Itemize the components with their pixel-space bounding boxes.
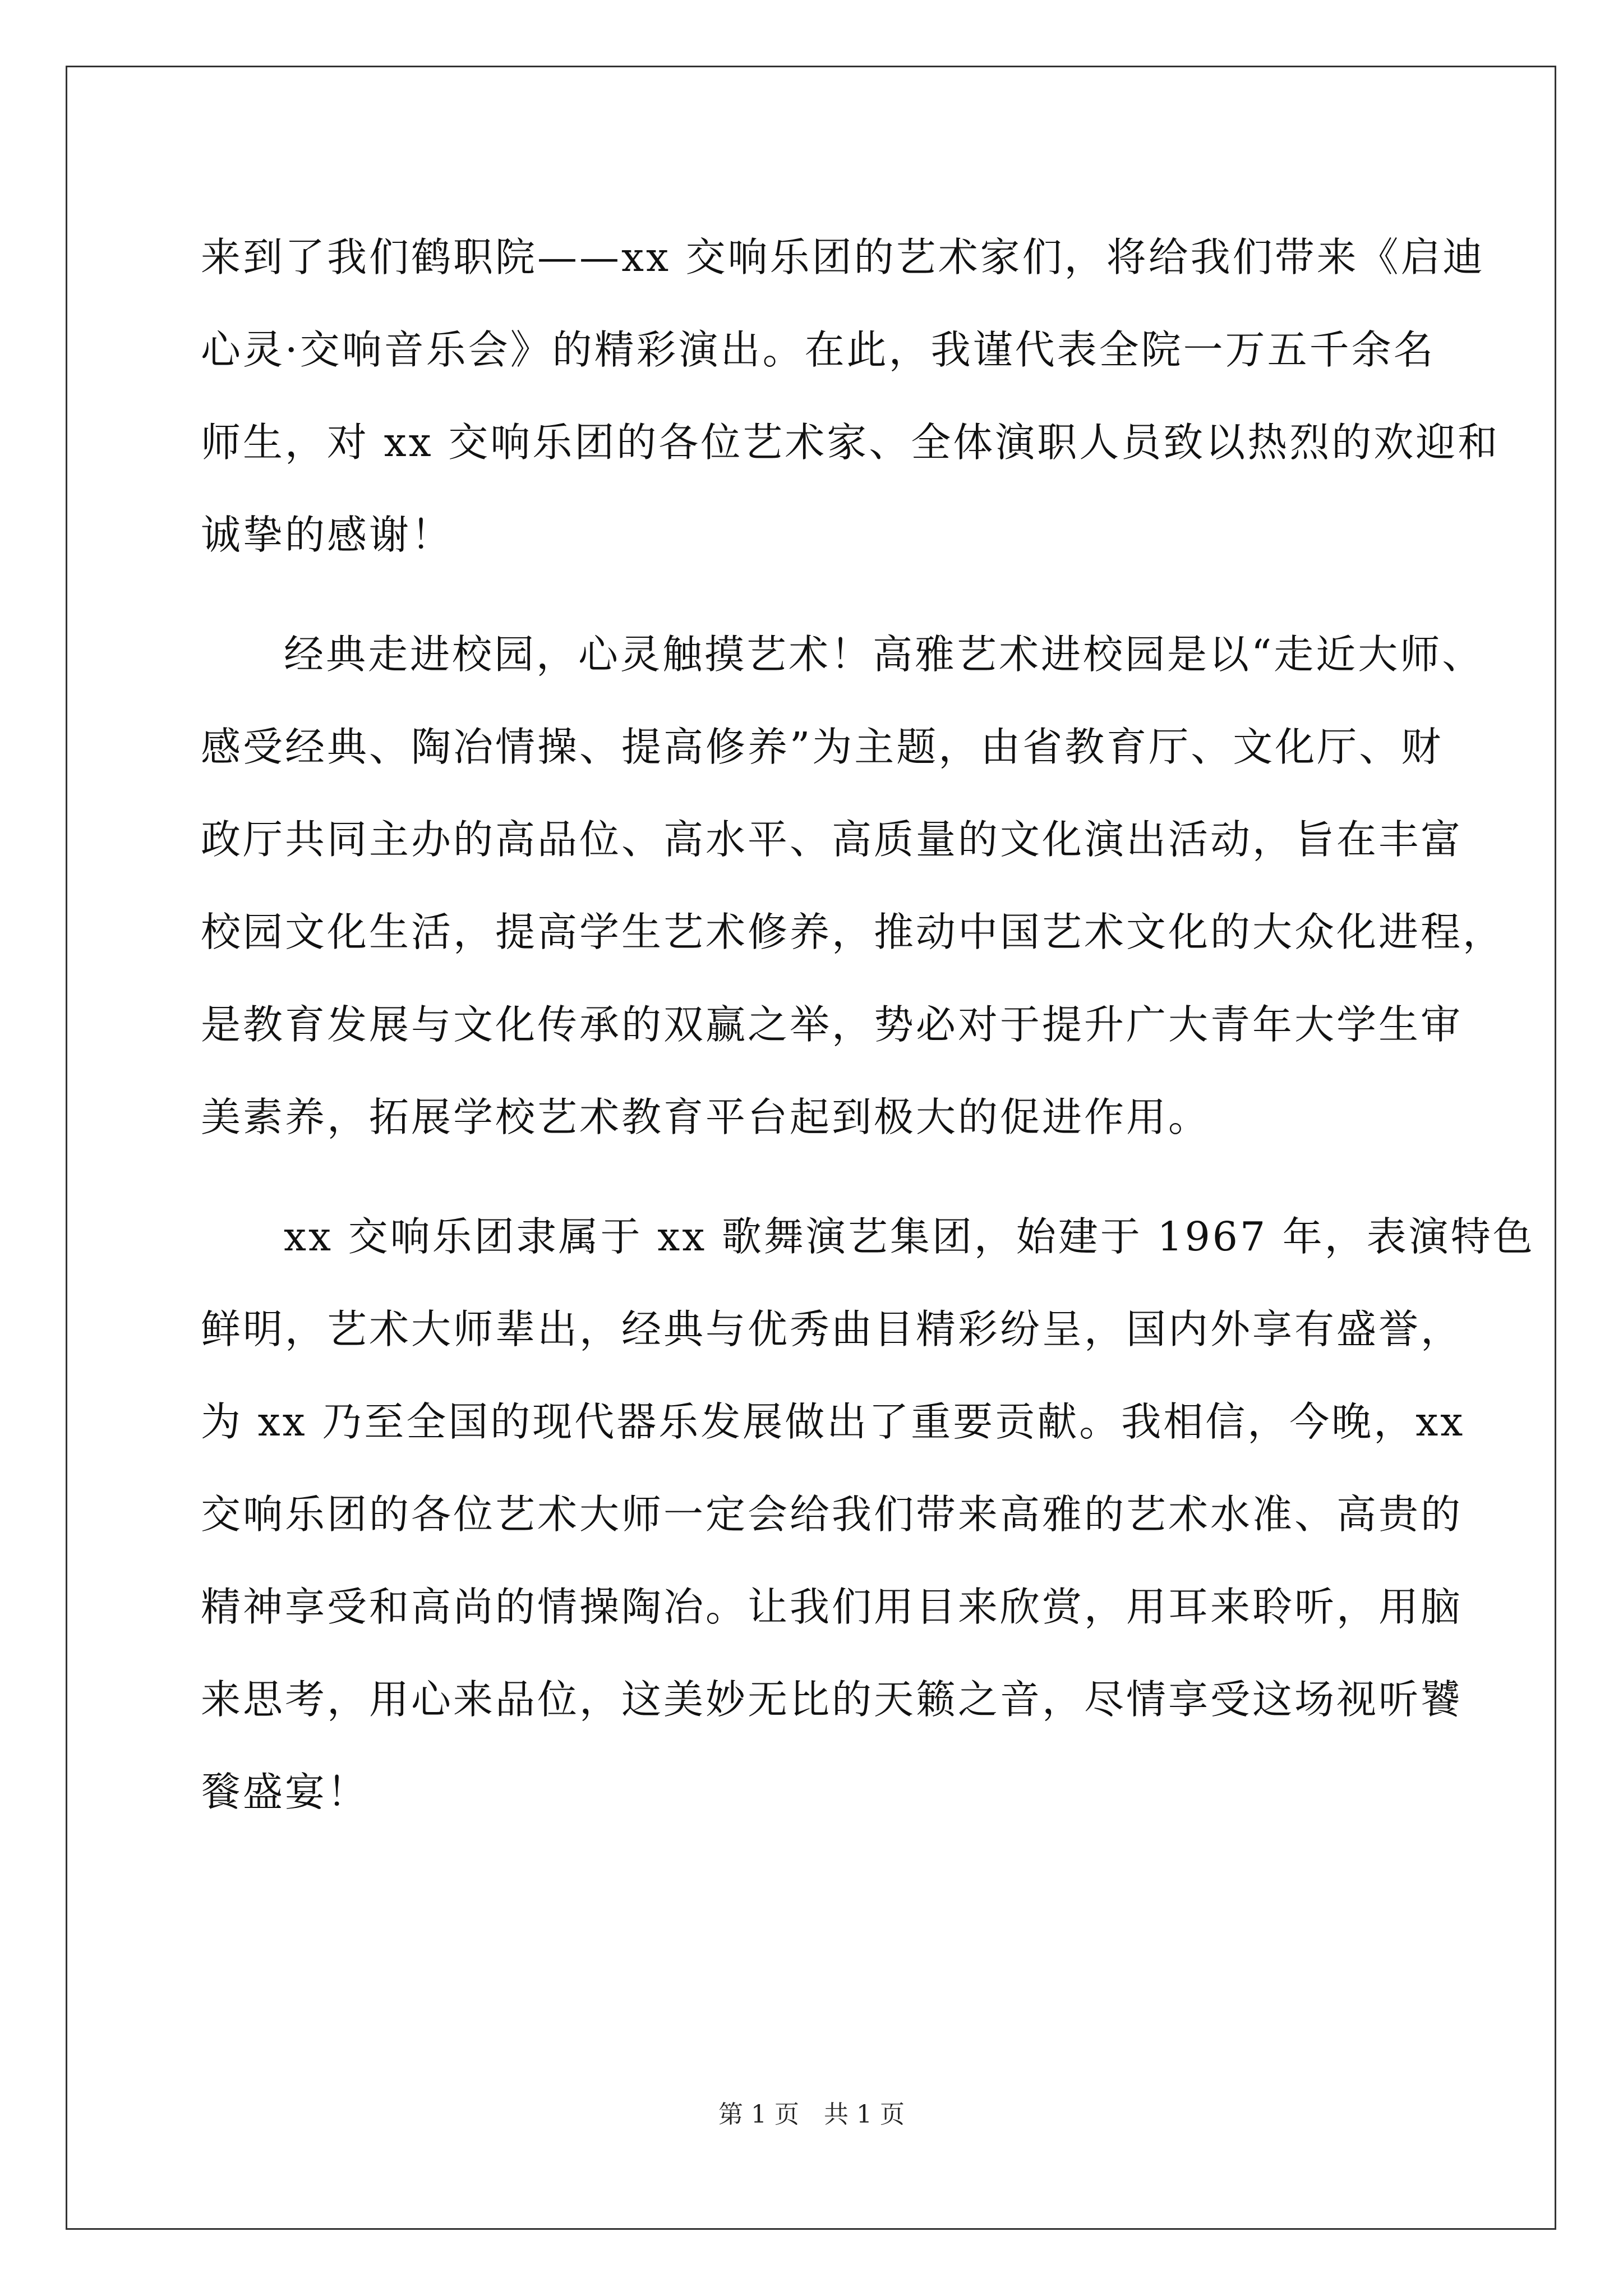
text-line: 师生，对 xx 交响乐团的各位艺术家、全体演职人员致以热烈的欢迎和: [201, 419, 1500, 466]
text-line: xx 交响乐团隶属于 xx 歌舞演艺集团，始建于 1967 年，表演特色: [284, 1213, 1535, 1260]
text-line: 政厅共同主办的高品位、高水平、高质量的文化演出活动，旨在丰富: [201, 816, 1463, 863]
text-line: 交响乐团的各位艺术大师一定会给我们带来高雅的艺术水准、高贵的: [201, 1491, 1463, 1538]
document-body: [201, 211, 1535, 1838]
text-line: 来思考，用心来品位，这美妙无比的天籁之音，尽情享受这场视听饕: [201, 1676, 1463, 1723]
text-line: 校园文化生活，提高学生艺术修养，推动中国艺术文化的大众化进程，: [201, 909, 1505, 955]
text-line: 鲜明，艺术大师辈出，经典与优秀曲目精彩纷呈，国内外享有盛誉，: [201, 1306, 1463, 1352]
text-line: 诚挚的感谢！: [201, 512, 454, 558]
paragraph: [201, 1190, 1535, 1838]
text-line: 为 xx 乃至全国的现代器乐发展做出了重要贡献。我相信，今晚，xx: [201, 1398, 1465, 1445]
text-line: 心灵·交响音乐会》的精彩演出。在此，我谨代表全院一万五千余名: [201, 326, 1436, 373]
text-line: 感受经典、陶冶情操、提高修养”为主题，由省教育厅、文化厅、财: [201, 724, 1444, 770]
text-line: 来到了我们鹤职院——xx 交响乐团的艺术家们，将给我们带来《启迪: [201, 234, 1485, 280]
page-number: 第 1 页 共 1 页: [718, 2100, 905, 2129]
paragraph: [201, 608, 1505, 1163]
text-line: 餮盛宴！: [201, 1769, 370, 1815]
text-line: 美素养，拓展学校艺术教育平台起到极大的促进作用。: [201, 1094, 1211, 1140]
text-line: 精神享受和高尚的情操陶冶。让我们用目来欣赏，用耳来聆听，用脑: [201, 1584, 1463, 1630]
text-line: 是教育发展与文化传承的双赢之举，势必对于提升广大青年大学生审: [201, 1001, 1463, 1048]
paragraph: [201, 211, 1500, 581]
text-line: 经典走进校园，心灵触摸艺术！高雅艺术进校园是以“走近大师、: [284, 631, 1484, 678]
